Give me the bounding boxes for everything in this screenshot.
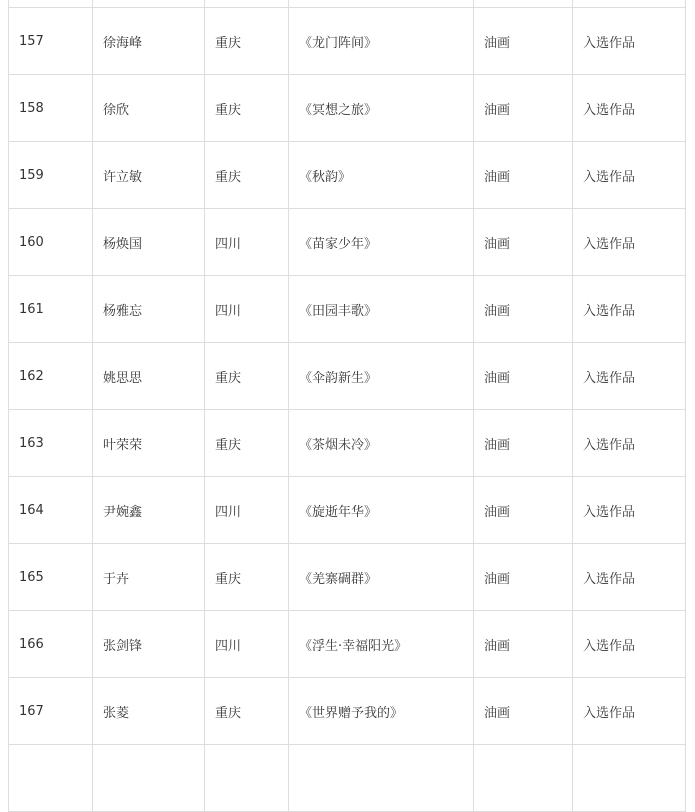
cell-result: 入选作品: [573, 75, 686, 142]
cell-category: 油画: [474, 75, 573, 142]
cell-number: [9, 745, 93, 812]
cell-result: 入选作品: [573, 209, 686, 276]
cell-artwork-title: 《田园丰歌》: [289, 276, 474, 343]
cell-artist-name: [93, 745, 205, 812]
cell-region: [205, 745, 289, 812]
table-row: [9, 75, 686, 142]
cell-region: 重庆: [205, 75, 289, 142]
cell-number: 167: [9, 678, 93, 745]
cell-artwork-title: 《苗家少年》: [289, 209, 474, 276]
cell-artwork-title: 《茶烟未冷》: [289, 410, 474, 477]
cell-number: 166: [9, 611, 93, 678]
cell-artist-name: 尹婉鑫: [93, 477, 205, 544]
cell-number: 161: [9, 276, 93, 343]
table-row: [9, 745, 686, 812]
cell-region: 重庆: [205, 678, 289, 745]
cell-artist-name: 许立敏: [93, 142, 205, 209]
cell-number: 163: [9, 410, 93, 477]
results-table: [8, 0, 686, 812]
cell-artwork-title: 《浮生·幸福阳光》: [289, 611, 474, 678]
cell-result: 入选作品: [573, 544, 686, 611]
cell-category: 油画: [474, 678, 573, 745]
cell-region: 重庆: [205, 343, 289, 410]
table-row: [9, 276, 686, 343]
cell-result: 入选作品: [573, 410, 686, 477]
cell-region: 四川: [205, 209, 289, 276]
table-row: [9, 8, 686, 75]
table-row: [9, 611, 686, 678]
cell-result: 入选作品: [573, 276, 686, 343]
cell-result: 入选作品: [573, 678, 686, 745]
cell-number: 164: [9, 477, 93, 544]
cell-artwork-title: [289, 745, 474, 812]
cell-artist-name: 张剑锋: [93, 611, 205, 678]
cell-artwork-title: 《世界赠予我的》: [289, 678, 474, 745]
cell-artwork-title: [289, 0, 474, 8]
cell-artwork-title: 《冥想之旅》: [289, 75, 474, 142]
cell-artist-name: 姚思思: [93, 343, 205, 410]
cell-artwork-title: 《伞韵新生》: [289, 343, 474, 410]
cell-artwork-title: 《旋逝年华》: [289, 477, 474, 544]
cell-number: 162: [9, 343, 93, 410]
table-row: [9, 678, 686, 745]
cell-region: 重庆: [205, 544, 289, 611]
cell-result: [573, 745, 686, 812]
table-row: [9, 477, 686, 544]
cell-category: 油画: [474, 611, 573, 678]
table-row: [9, 142, 686, 209]
cell-artwork-title: 《龙门阵间》: [289, 8, 474, 75]
cell-result: 入选作品: [573, 611, 686, 678]
cell-category: 油画: [474, 142, 573, 209]
cell-region: 四川: [205, 276, 289, 343]
table-row: [9, 343, 686, 410]
cell-result: 入选作品: [573, 343, 686, 410]
cell-artist-name: 徐欣: [93, 75, 205, 142]
cell-artist-name: 于卉: [93, 544, 205, 611]
cell-artist-name: [93, 0, 205, 8]
cell-region: [205, 0, 289, 8]
cell-region: 重庆: [205, 410, 289, 477]
table-row: [9, 0, 686, 8]
cell-region: 重庆: [205, 8, 289, 75]
cell-artwork-title: 《羌寨碉群》: [289, 544, 474, 611]
cell-category: 油画: [474, 343, 573, 410]
cell-category: 油画: [474, 209, 573, 276]
cell-artist-name: 叶荣荣: [93, 410, 205, 477]
cell-result: [573, 0, 686, 8]
cell-category: [474, 745, 573, 812]
cell-result: 入选作品: [573, 142, 686, 209]
cell-number: 165: [9, 544, 93, 611]
cell-region: 四川: [205, 477, 289, 544]
cell-region: 重庆: [205, 142, 289, 209]
cell-artist-name: 杨焕国: [93, 209, 205, 276]
cell-number: 159: [9, 142, 93, 209]
table-row: [9, 410, 686, 477]
cell-category: 油画: [474, 544, 573, 611]
cell-number: [9, 0, 93, 8]
cell-artist-name: 杨雅忘: [93, 276, 205, 343]
cell-category: 油画: [474, 8, 573, 75]
cell-number: 157: [9, 8, 93, 75]
cell-region: 四川: [205, 611, 289, 678]
results-table-body: [9, 0, 686, 812]
cell-category: 油画: [474, 410, 573, 477]
cell-artwork-title: 《秋韵》: [289, 142, 474, 209]
table-row: [9, 209, 686, 276]
cell-artist-name: 张菱: [93, 678, 205, 745]
table-row: [9, 544, 686, 611]
cell-category: 油画: [474, 276, 573, 343]
cell-number: 160: [9, 209, 93, 276]
cell-result: 入选作品: [573, 477, 686, 544]
cell-category: 油画: [474, 477, 573, 544]
results-table-container: [8, 0, 685, 812]
cell-category: [474, 0, 573, 8]
cell-result: 入选作品: [573, 8, 686, 75]
cell-number: 158: [9, 75, 93, 142]
cell-artist-name: 徐海峰: [93, 8, 205, 75]
